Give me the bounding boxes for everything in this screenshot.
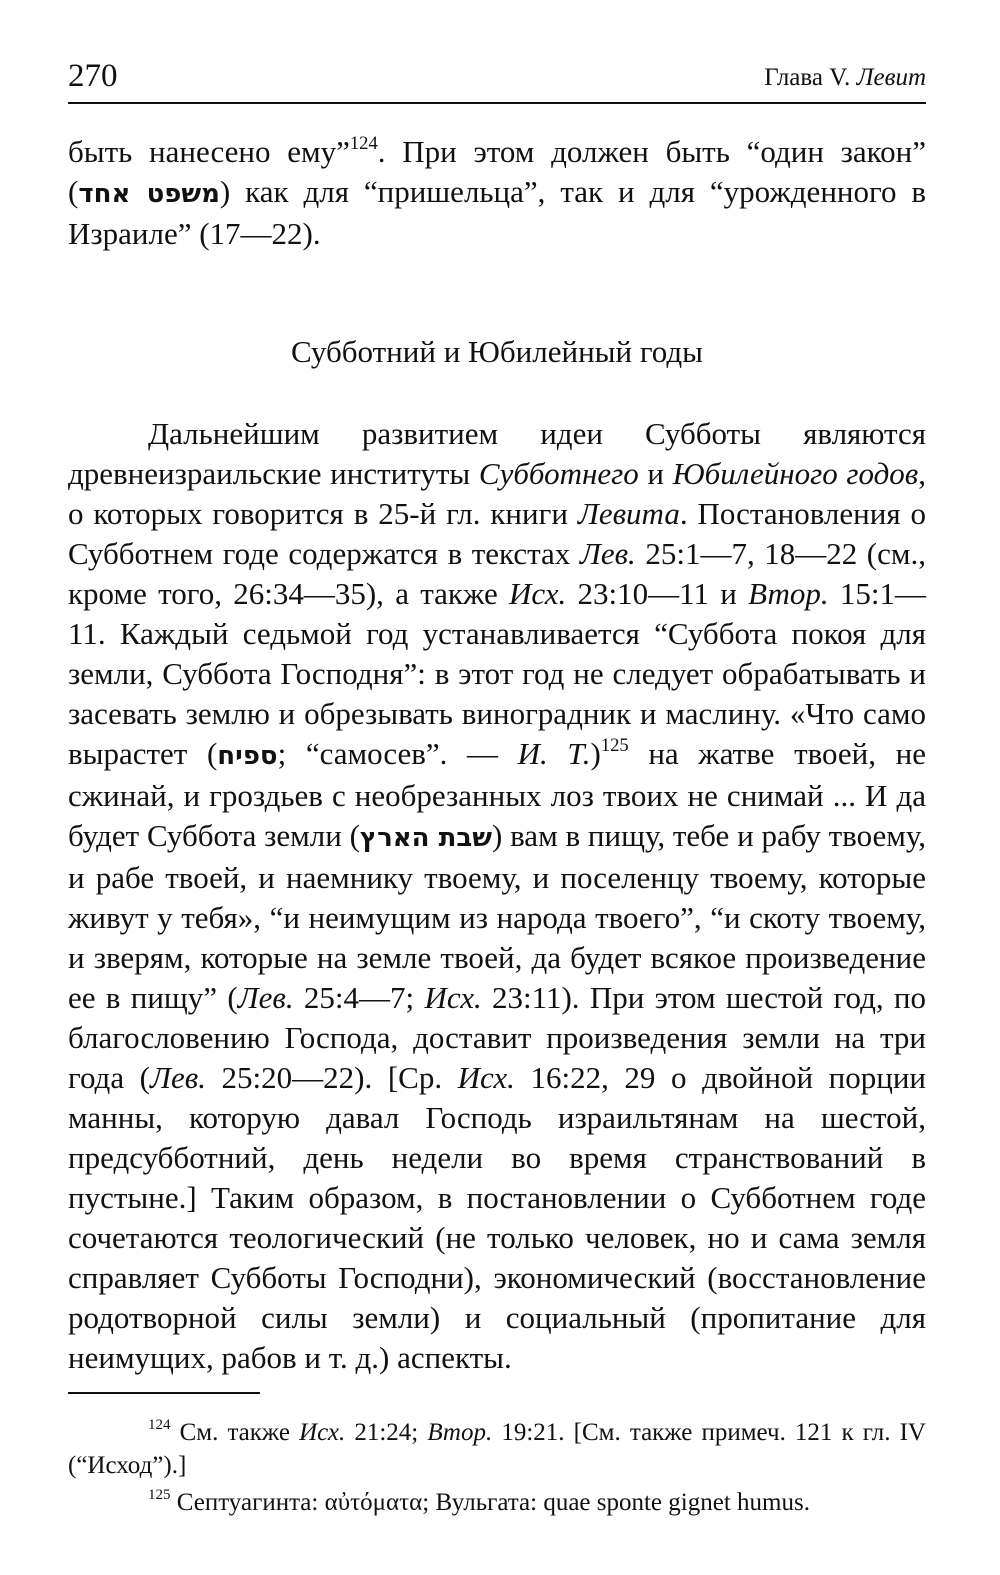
text-run: 25:20—22). [Ср. — [205, 1060, 458, 1095]
text-run: . Постановления о Субботнем годе содержатся в текстах — [68, 496, 927, 571]
footnote-number: 124 — [148, 1416, 171, 1433]
book-abbrev: Исх. — [299, 1419, 346, 1446]
text-run: ) — [590, 736, 601, 771]
paragraph-continuation — [68, 132, 926, 254]
text-run: 16:22, 29 о двойной порции манны, которую давал Господь израильтянам на шестой, предсубботний, день недели во время странствований в пустыне.] Таким образом, в постановлении о Субботнем годе сочетаются теологический (не только человек, но и сама земля справляет Субботы Господни), экономический (восстановление родотворной силы земли) и социальный (пропитание для неимущих, рабов и т. д.) аспекты. — [68, 1060, 927, 1375]
hebrew-term: משפט אחד — [78, 179, 220, 209]
footnote-ref-124[interactable]: 124 — [349, 132, 378, 154]
text-run: Септуагинта: αὐτόματα; Вульгата: quae sponte gignet humus. — [170, 1489, 810, 1516]
text-run: 15:1—11. Каждый седьмой год устанавливается “Суббота покоя для земли, Суббота Господня”: в этот год не следует обрабатывать и засевать землю и обрезывать виноградник и маслину. «Что само вырастет ( — [68, 576, 926, 771]
text-run: . При этом должен быть “один закон” ( — [68, 134, 926, 209]
book-abbrev: Лев. — [237, 980, 294, 1015]
text-run: 23:11). При этом шестой год, по благословению Господа, доставит произведения земли на три года ( — [68, 980, 926, 1095]
page-header — [68, 58, 926, 104]
book-abbrev: Лев. — [150, 1060, 206, 1095]
text-run: быть нанесено ему” — [68, 134, 350, 169]
text-run: Дальнейшим развитием идеи Субботы являются древнеизраильские институты — [68, 416, 926, 491]
hebrew-term: ספיח — [217, 741, 278, 771]
book-abbrev: Лев. — [579, 536, 636, 571]
text-run: и — [638, 456, 673, 491]
running-head — [764, 64, 926, 92]
italic-term: Левита — [577, 496, 680, 531]
text-run: ) вам в пищу, тебе и рабу твоему, и рабе твоей, и наемнику твоему, и поселенцу твоему, которые живут у тебя», “и неимущим из народа твоего”, “и скоту твоему, и зверям, которые на земле твоей, да будет всякое произведение ее в пищу” ( — [68, 818, 926, 1015]
italic-term: Субботнего — [478, 456, 639, 491]
book-abbrev: Втор. — [748, 576, 829, 611]
italic-term: Юбилейного годов — [672, 456, 919, 491]
text-run: ) как для “пришельца”, так и для “урожденного в Израиле” (17—22). — [68, 174, 926, 251]
text-run: 21:24; — [345, 1419, 428, 1446]
hebrew-term: שבת הארץ — [359, 823, 492, 853]
book-abbrev: Исх. — [457, 1060, 515, 1095]
text-run: ; “самосев”. — — [277, 736, 518, 771]
text-run: См. также — [170, 1419, 300, 1446]
book-abbrev: Исх. — [509, 576, 567, 611]
page-number: 270 — [68, 58, 118, 94]
book-name: Левит — [856, 64, 926, 91]
footnote-number: 125 — [148, 1486, 171, 1503]
footnote-124 — [68, 1416, 926, 1482]
text-run: 23:10—11 и — [566, 576, 749, 611]
text-run: 19:21. [См. также примеч. 121 к гл. IV (“Исход”).] — [68, 1419, 926, 1479]
text-run: , о которых говорится в 25-й гл. книги — [68, 456, 927, 531]
section-title: Субботний и Юбилейный годы — [291, 334, 703, 369]
book-abbrev: Исх. — [424, 980, 482, 1015]
text-run: на жатве твоей, не сжинай, и гроздьев с необрезанных лоз твоих не снимай ... И да будет Суббота земли ( — [68, 736, 926, 853]
text-run: 25:1—7, 18—22 (см., кроме того, 26:34—35), а также — [68, 536, 927, 611]
footnote-125 — [68, 1486, 926, 1519]
paragraph-main — [68, 414, 926, 1378]
footnote-ref-125[interactable]: 125 — [600, 734, 629, 756]
translator-initials: И. Т. — [517, 736, 591, 771]
footnote-divider — [68, 1392, 260, 1394]
chapter-label: Глава V. — [764, 64, 851, 91]
text-run: 25:4—7; — [293, 980, 425, 1015]
book-abbrev: Втор. — [427, 1419, 493, 1446]
